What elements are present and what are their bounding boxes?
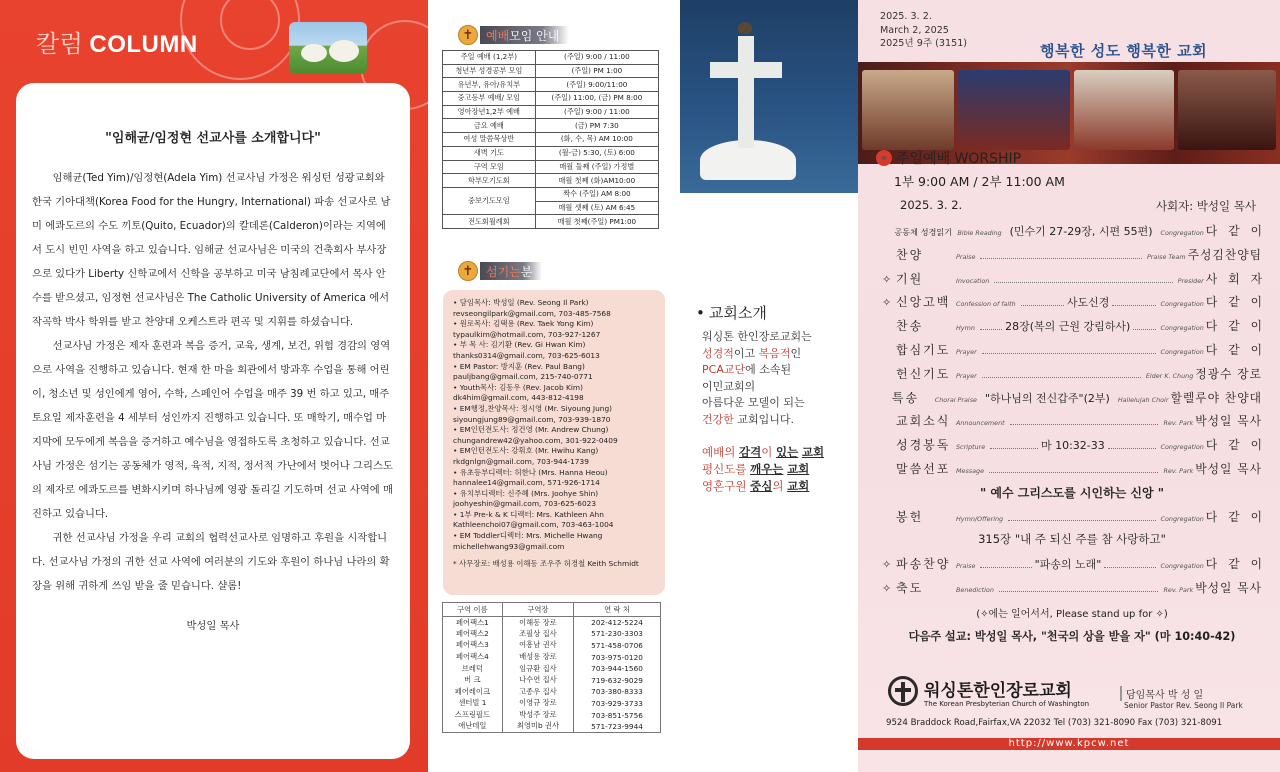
district-cell: 703-975-0120 [574, 651, 661, 663]
order-item [882, 412, 1262, 436]
service-time: (주일) PM 1:00 [535, 64, 658, 78]
intro-panel [680, 0, 858, 772]
district-row [443, 709, 661, 721]
service-name: 구역 모임 [443, 160, 536, 174]
service-row [443, 133, 659, 147]
service-row [443, 51, 659, 65]
service-name: 금요 예배 [443, 119, 536, 133]
order-item [882, 555, 1273, 579]
district-cell: 이영규 장로 [502, 698, 573, 710]
church-slogan: 행복한 성도 행복한 교회 [1040, 42, 1208, 60]
district-cell: 페어팩스4 [443, 651, 503, 663]
column-paragraph: 선교사님 가정은 제자 훈련과 복음 증거, 교육, 생계, 보건, 위험 경감의 영역으로 사역을 진행하고 있습니다. 현재 한 마을 회관에서 방과후 수업을 통해 어린이, 청소년 및 성인에게 영어, 수학, 스페인어 수업을 매주 39 번 하고 있고, 매주 토요일 제자훈련을 4 세부터 성인까지 진행하고 있습니다. 또 매학기, 매수업 마지막에 모두에게 복음을 증거하고 예수님을 영접하도록 초청하고 있습니다. 선교사님 가정은 섬기는 공동체가 영적, 육적, 지적, 정서적 가난에서 벗어나 그리스도의 제자로 에콰도르를 변화시키며 하나님께 영광 돌리길 기도하며 선교 사역에 매진하고 있습니다. [32, 340, 393, 520]
staff-line: typaulkim@hotmail.com, 703-927-1267 [453, 329, 601, 339]
district-cell: 페어팩스2 [443, 628, 503, 640]
order-item-role: Congregation [1160, 229, 1204, 237]
district-cell: 페어레이크 [443, 686, 503, 698]
order-of-worship [882, 198, 1274, 644]
order-item-en: Hymn [956, 324, 975, 333]
service-time: (주일) 9:00/11:00 [535, 78, 658, 92]
staff-line: thanks0314@gmail.com, 703-625-6013 [453, 350, 600, 360]
order-item-role: Hallelujah Choir [1117, 395, 1169, 404]
order-item-leader: 다같이 [1205, 557, 1273, 572]
service-row [443, 78, 659, 92]
order-item-role: Congregation [1160, 347, 1204, 356]
staff-line: • EM인턴전도사: 강휘호 (Mr. Hwihu Kang) [453, 446, 599, 456]
order-item [882, 365, 1262, 389]
church-name: 워싱톤한인장로교회 [924, 681, 1072, 701]
district-cell: 703-944-1560 [574, 663, 661, 675]
worship-title: 주일예배 WORSHIP [876, 148, 1021, 168]
service-name: 학부모기도회 [443, 174, 536, 188]
column-signature: 박성일 목사 [186, 620, 240, 632]
worship-times: 1부 9:00 AM / 2부 11:00 AM [894, 174, 1065, 189]
staff-line: chungandrew42@yahoo.com, 301-922-0409 [453, 435, 618, 445]
order-item-name: 찬송 [896, 319, 924, 334]
order-item-role: Congregation [1160, 324, 1204, 333]
staff-line: • EM Pastor: 방지훈 (Rev. Paul Bang) [453, 361, 585, 371]
staff-heading: ✝ 섬기는 분 [458, 260, 542, 282]
staff-line: revseongilpark@gmail.com, 703-485-7568 [453, 308, 611, 318]
district-row [443, 640, 661, 652]
district-cell: 571-723-9944 [574, 721, 661, 733]
column-header-ko: 칼럼 [36, 31, 84, 58]
district-cell: 719-632-9029 [574, 674, 661, 686]
bulletin-panel [858, 0, 1280, 772]
order-item-name: 파송찬양 [896, 557, 951, 572]
services-table [442, 50, 659, 229]
presider: 사회자: 박성일 목사 [1155, 199, 1256, 213]
district-cell: 나수연 집사 [502, 674, 573, 686]
order-item-detail: "하나님의 전신갑주"(2부) [984, 391, 1110, 405]
staff-line: • EM행정,찬양목사: 정시영 (Mr. Siyoung Jung) [453, 403, 613, 413]
district-header: 연 락 처 [574, 603, 661, 617]
order-item-en: Message [956, 466, 985, 475]
service-name: 전도회월례회 [443, 215, 536, 229]
order-item-en: Praise [956, 252, 976, 261]
order-item-leader: 정광수 장로 [1195, 366, 1262, 381]
district-header: 구역장 [502, 603, 573, 617]
staff-line: • EM Toddler디렉터: Mrs. Michelle Hwang [453, 531, 603, 541]
order-item-role: Rev. Park [1163, 419, 1194, 428]
district-row [443, 663, 661, 675]
intro-line: 성경적이고 복음적인 [702, 346, 802, 360]
motto-line: 평신도를 깨우는 교회 [702, 462, 810, 476]
staff-line: • 담임목사: 박성일 (Rev. Seong Il Park) [453, 298, 589, 307]
service-time: 매월 둘째 (주일) 가정별 [535, 160, 658, 174]
cross-icon: ✝ [458, 25, 478, 45]
church-address: 9524 Braddock Road,Fairfax,VA 22032 Tel (703) 321-8090 Fax (703) 321-8091 [886, 718, 1223, 728]
service-row [443, 187, 659, 201]
service-time: (주일) 9:00 / 11:00 [535, 105, 658, 119]
district-header: 구역 이름 [443, 603, 503, 617]
column-paragraph: 임해균(Ted Yim)/임정현(Adela Yim) 선교사님 가정은 워싱턴 성광교회와 한국 기아대책(Korea Food for the Hungry, International) 파송 선교사로 남미 에콰도르의 수도 끼토(Quito, Ecuador)의 칼데론(Calderon)이라는 지역에서 도시 빈민 사역을 하고 있습니다. 임해균 선교사님은 미국의 건축회사 부사장으로 있다가 Liberty 신학교에서 신학을 공부하고 미국 남침례교단에서 목사 안수를 받으셨고, 임정현 선교사님은 The Catholic University of America 에서 작곡학 박사 학위를 받고 찬양대 오케스트라 편곡 및 지휘를 하셨습니다. [32, 172, 391, 328]
stand-note: (✧에는 일어서서, Please stand up for ✧) [976, 608, 1168, 620]
order-item-leader: 다같이 [1205, 438, 1274, 453]
order-item-leader: 다같이 [1205, 224, 1273, 238]
order-item-name: 헌신기도 [896, 366, 951, 381]
service-name: 중보기도모임 [443, 187, 536, 214]
order-item-leader: 다같이 [1205, 319, 1273, 334]
order-item-en: Confession of faith [956, 300, 1016, 309]
intro-line: 아름다운 모델이 되는 [702, 396, 805, 409]
stand-marker: ✧ [882, 296, 892, 310]
order-item-detail: 28장(복의 근원 강림하사) [1005, 320, 1131, 334]
intro-line: 건강한 교회입니다. [702, 412, 795, 426]
staff-line: • 원로목사: 김택용 (Rev. Taek Yong Kim) [453, 319, 594, 329]
column-header [36, 24, 198, 59]
order-item [882, 579, 1262, 603]
staff-line: • Youth목사: 김동우 (Rev. Jacob Kim) [453, 382, 583, 392]
service-name: 영아장년1,2부 예배 [443, 105, 536, 119]
staff-line: pauljbang@gmail.com, 215-740-0771 [453, 372, 593, 382]
order-item-detail: "파송의 노래" [1034, 558, 1102, 572]
order-item-leader: 다같이 [1205, 509, 1273, 524]
sheep-image [289, 22, 367, 74]
districts-table [442, 602, 661, 733]
church-name-en: The Korean Presbyterian Church of Washington [924, 700, 1090, 708]
order-item [882, 270, 1273, 294]
order-item [882, 341, 1273, 365]
order-item [882, 293, 1274, 317]
district-cell: 571-230-3303 [574, 628, 661, 640]
order-item-en: Prayer [956, 347, 977, 356]
column-card [16, 83, 410, 759]
staff-line: joohyeshin@gmail.com, 703-625-6023 [453, 499, 597, 509]
service-row [443, 146, 659, 160]
sermon-title: " 예수 그리스도를 시인하는 신앙 " [979, 485, 1165, 500]
cross-icon: ✝ [458, 261, 478, 281]
church-url[interactable]: http://www.kpcw.net [858, 738, 1280, 750]
district-row [443, 651, 661, 663]
column-paragraph: 귀한 선교사님 가정을 우리 교회의 협력선교사로 임명하고 후원을 시작합니다. 선교사님 가정의 귀한 선교 사역에 여러분의 기도와 후원이 하나님 나라의 확장을 위해 귀하게 쓰임 받을 줄 믿습니다. 샬롬! [32, 532, 390, 592]
staff-footnote: * 사무장로: 배성용 이해동 조우주 허경철 Keith Schmidt [453, 559, 639, 569]
staff-line: siyoungjung89@gmail.com, 703-939-1870 [453, 414, 611, 424]
schedule-panel [428, 0, 680, 772]
senior-pastor-en: Senior Pastor Rev. Seong Il Park [1124, 701, 1243, 710]
district-cell: 페어팩스3 [443, 640, 503, 652]
order-item-leader: 박성일 목사 [1195, 414, 1262, 429]
service-time: (주일) 11:00, (금) PM 8:00 [535, 92, 658, 106]
order-item-role: Elder K. Chung [1145, 371, 1194, 380]
order-item-en: Benediction [956, 585, 994, 594]
church-intro [696, 302, 856, 428]
bird-icon [738, 22, 752, 34]
service-time: (화, 수, 목) AM 10:00 [535, 133, 658, 147]
district-cell: 센터빌 1 [443, 698, 503, 710]
services-heading: ✝ 예배 모임 안내 [458, 24, 569, 46]
order-item-name: 교회소식 [896, 414, 951, 429]
staff-line: • 유초등부디렉터: 허한나 (Mrs. Hanna Heou) [453, 467, 608, 477]
intro-line: 이민교회의 [702, 379, 756, 393]
order-item-leader: 박성일 목사 [1195, 461, 1262, 476]
district-cell: 임규환 집사 [502, 663, 573, 675]
motto-line: 예배의 감격이 있는 교회 [702, 445, 825, 459]
order-item-name: 합심기도 [896, 342, 951, 357]
service-time: 짝수 (주일) AM 8:00 [535, 187, 658, 201]
order-item-leader: 다같이 [1205, 342, 1273, 357]
order-item-en: Announcement [956, 419, 1005, 428]
service-time: 매월 첫째 (화)AM10:00 [535, 174, 658, 188]
stand-marker: ✧ [882, 581, 892, 595]
order-item-role: Congregation [1160, 300, 1204, 309]
order-item-en: Prayer [956, 371, 977, 380]
service-row [443, 160, 659, 174]
staff-line: • 1부 Pre-k & K 디렉터: Mrs. Kathleen Ahn [453, 509, 604, 519]
order-item [882, 460, 1262, 484]
service-row [443, 64, 659, 78]
service-name: 유년부, 유아/유치부 [443, 78, 536, 92]
order-item-leader: 주성김찬양팀 [1187, 247, 1262, 262]
column-title: "임해균/임정현 선교사를 소개합니다" [105, 131, 321, 146]
order-item-role: Rev. Park [1163, 466, 1194, 475]
service-time: (주일) 9:00 / 11:00 [535, 51, 658, 65]
bulletin-date: 2025. 3. 2. March 2, 2025 2025년 9주 (3151) [880, 11, 968, 49]
service-name: 새벽 기도 [443, 146, 536, 160]
district-cell: 202-412-5224 [574, 617, 661, 629]
district-cell: 페어팩스1 [443, 617, 503, 629]
district-cell: 여흥남 권사 [502, 640, 573, 652]
district-cell: 고종우 집사 [502, 686, 573, 698]
district-cell: 애난데일 [443, 721, 503, 733]
order-item [882, 246, 1262, 270]
staff-line: Kathleenchoi07@gmail.com, 703-463-1004 [453, 520, 614, 530]
staff-line: michellehwang93@gmail.com [453, 541, 565, 551]
order-item-en: Bible Reading [957, 229, 1002, 237]
order-item-leader: 사회자 [1205, 271, 1273, 286]
district-cell: 703-851-5756 [574, 709, 661, 721]
service-name: 중고등부 예배/ 모임 [443, 92, 536, 106]
district-row [443, 686, 661, 698]
district-row [443, 674, 661, 686]
service-name: 청년부 성경공부 모임 [443, 64, 536, 78]
service-row [443, 105, 659, 119]
staff-line: • 유치부디렉터: 신주혜 (Mrs. Joohye Shin) [453, 488, 599, 498]
order-item [882, 508, 1273, 532]
service-time: (월-금) 5:30, (토) 6:00 [535, 146, 658, 160]
order-item-leader: 할렐루야 찬양대 [1170, 390, 1262, 405]
district-cell: 박성주 장로 [502, 709, 573, 721]
flower-icon [876, 150, 892, 166]
district-cell: 조필상 집사 [502, 628, 573, 640]
stand-marker: ✧ [882, 272, 892, 286]
order-item-role: Congregation [1160, 562, 1204, 571]
intro-heading: • 교회소개 [696, 304, 767, 322]
district-cell: 703-929-3733 [574, 698, 661, 710]
order-item-name: 공동체 성경읽기 [894, 227, 953, 237]
order-item-leader: 다같이 [1205, 295, 1274, 310]
staff-box [443, 290, 665, 595]
order-item-en: Choral Praise [934, 395, 977, 404]
intro-line: 워싱톤 한인장로교회는 [702, 330, 812, 343]
order-item-role: Rev. Park [1163, 585, 1194, 594]
order-item-detail: 마 10:32-33 [1040, 439, 1105, 453]
order-item-role: Praise Team [1146, 252, 1186, 261]
stand-marker: ✧ [882, 558, 892, 572]
staff-line: hannalee14@gmail.com, 571-926-1714 [453, 478, 600, 488]
order-item [882, 317, 1273, 341]
column-header-en: COLUMN [89, 31, 198, 58]
order-item-name: 봉헌 [896, 509, 924, 524]
order-item-name: 찬양 [896, 247, 924, 262]
order-item-name: 기원 [896, 271, 924, 286]
order-item-en: Hymn/Offering [956, 514, 1004, 523]
service-row [443, 174, 659, 188]
order-item-name: 성경봉독 [896, 438, 951, 453]
order-item-en: Praise [956, 562, 976, 571]
district-cell: 571-458-0706 [574, 640, 661, 652]
district-cell: 버 크 [443, 674, 503, 686]
senior-pastor-ko: 담임목사 박 성 일 [1120, 686, 1203, 701]
order-item-en: Scripture [956, 443, 986, 452]
service-time: 매월 첫째(주일) PM1:00 [535, 215, 658, 229]
church-motto [702, 444, 858, 495]
order-item-name: 축도 [896, 580, 924, 595]
staff-line: • EM인턴전도사: 정건영 (Mr. Andrew Chung) [453, 425, 609, 435]
order-item-leader: 박성일 목사 [1195, 580, 1262, 595]
staff-line: • 부 목 사: 김기환 (Rev. Gi Hwan Kim) [453, 340, 586, 350]
order-item-detail: 사도신경 [1066, 296, 1110, 310]
motto-line: 영혼구원 중심의 교회 [702, 479, 810, 493]
order-item-en: Invocation [956, 276, 990, 285]
order-item-role: Presider [1177, 276, 1204, 285]
service-row [443, 119, 659, 133]
service-name: 여성 말씀묵상반 [443, 133, 536, 147]
cross-ocean-image [680, 0, 858, 193]
service-time: 매월 셋째 (토) AM 6:45 [535, 201, 658, 215]
order-item [882, 222, 1273, 246]
offering-hymn: 315장 "내 주 되신 주를 참 사랑하고" [978, 532, 1166, 547]
order-item-name: 신앙고백 [896, 295, 951, 310]
district-cell: 이해동 장로 [502, 617, 573, 629]
staff-line: rkdgnlgn@gmail.com, 703-944-1739 [453, 456, 589, 466]
church-emblem-icon [888, 676, 918, 706]
order-item-name: 특송 [891, 390, 920, 405]
district-row [443, 628, 661, 640]
order-item [882, 389, 1262, 413]
intro-line: PCA교단에 소속된 [702, 363, 792, 376]
service-row [443, 215, 659, 229]
district-cell: 브레덕 [443, 663, 503, 675]
district-cell: 최영미b 권사 [502, 721, 573, 733]
district-row [443, 721, 661, 733]
staff-line: dk4him@gmail.com, 443-812-4198 [453, 393, 584, 403]
service-name: 주일 예배 (1,2부) [443, 51, 536, 65]
district-row [443, 698, 661, 710]
district-cell: 배성용 장로 [502, 651, 573, 663]
column-panel [0, 0, 428, 772]
order-item-role: Congregation [1160, 514, 1204, 523]
district-cell: 703-380-8333 [574, 686, 661, 698]
order-item-role: Congregation [1160, 443, 1204, 452]
district-cell: 스프링필드 [443, 709, 503, 721]
district-row [443, 617, 661, 629]
church-logo-block [888, 676, 1268, 718]
service-time: (금) PM 7:30 [535, 119, 658, 133]
next-week-sermon: 다음주 설교: 박성일 목사, "천국의 상을 받을 자" (마 10:40-42) [908, 629, 1236, 643]
order-item-detail: (민수기 27-29장, 시편 55편) [1009, 225, 1153, 238]
order-item-name: 말씀선포 [896, 461, 951, 476]
service-row [443, 92, 659, 106]
order-item [882, 436, 1274, 460]
order-date: 2025. 3. 2. [900, 198, 963, 212]
